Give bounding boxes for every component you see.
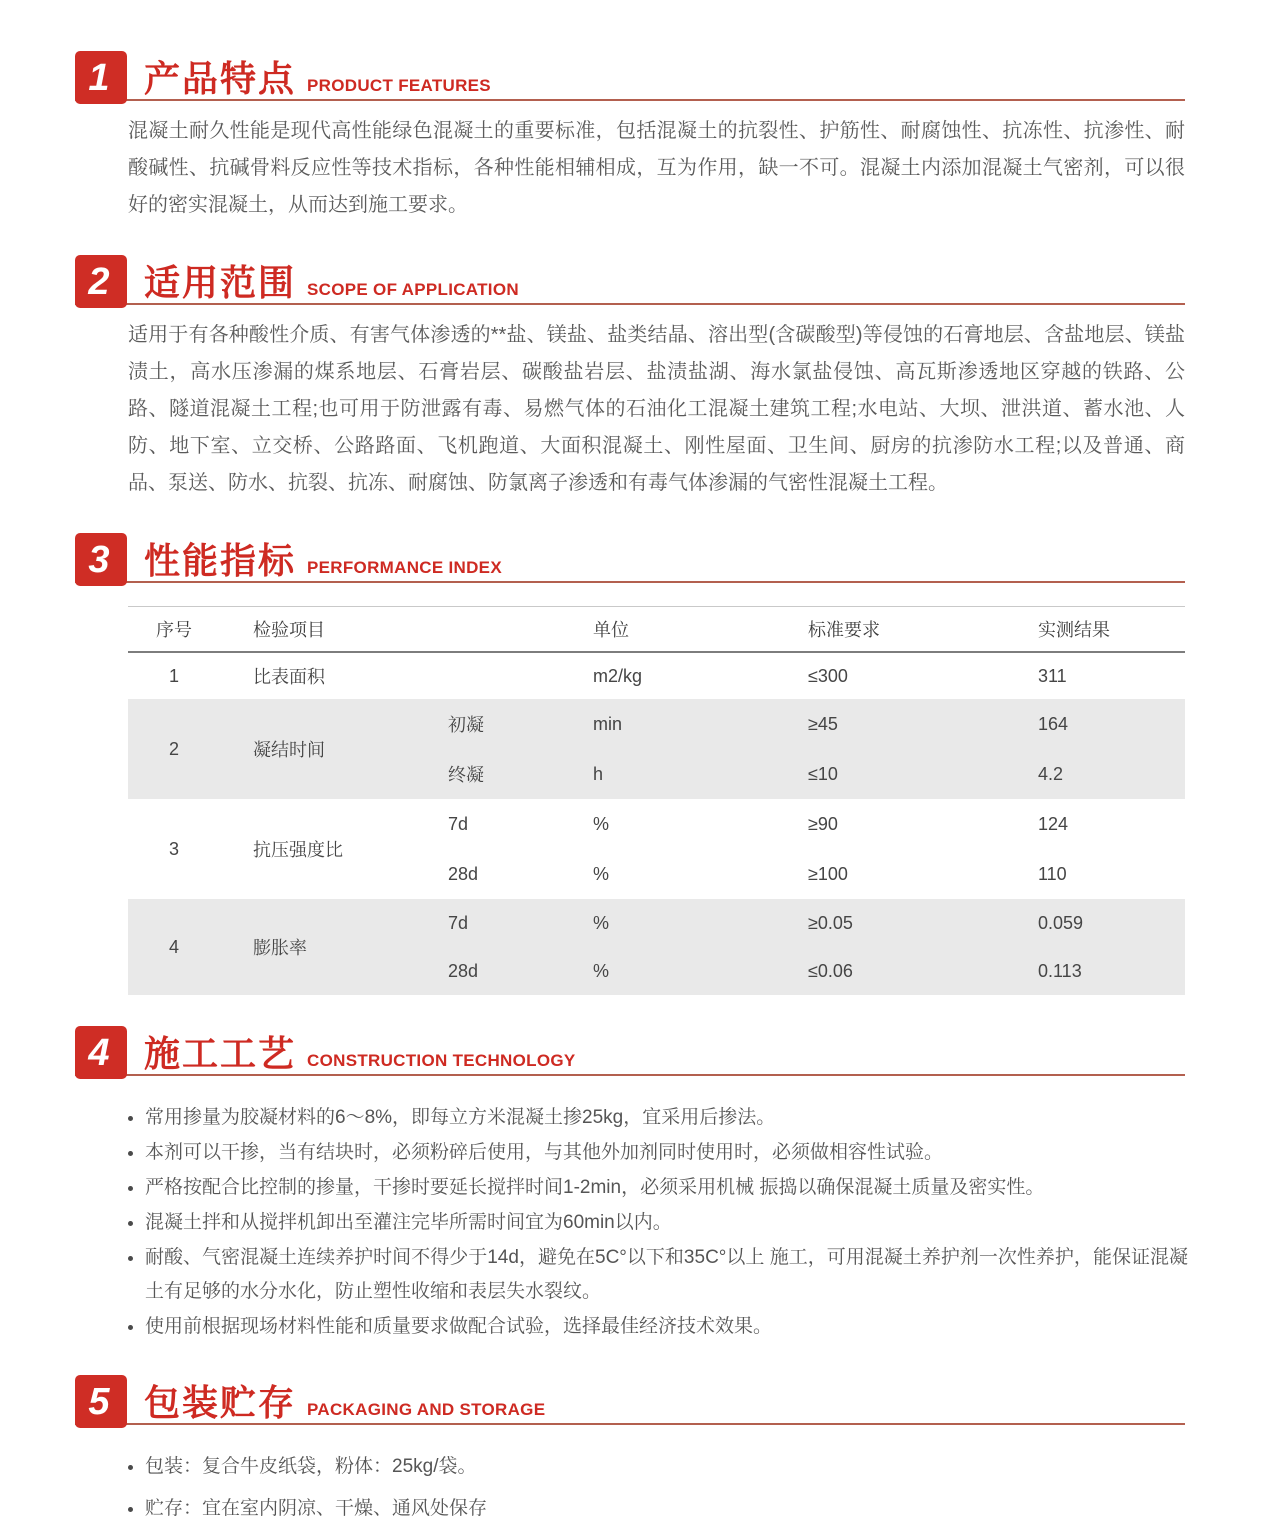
bullet-dot-icon: [128, 1325, 133, 1330]
section-number-badge: [75, 533, 127, 586]
column-header: 检验项目: [253, 620, 325, 640]
section-title-zh: 包装贮存: [144, 1382, 297, 1423]
list-item-text: 严格按配合比控制的掺量，干掺时要延长搅拌时间1-2min，必须采用机械 振捣以确保混凝土质量及密实性。: [145, 1177, 1045, 1198]
list-item-text: 本剂可以干掺，当有结块时，必须粉碎后使用，与其他外加剂同时使用时，必须做相容性试验。: [145, 1142, 944, 1163]
section-underline: [75, 99, 1185, 101]
section-number-badge: [75, 51, 127, 104]
table-row: [128, 899, 1185, 995]
sub-item-cell: 初凝: [448, 715, 484, 735]
list-item-text: 常用掺量为胶凝材料的6～8%，即每立方米混凝土掺25kg，宜采用后掺法。: [145, 1107, 776, 1128]
test-item-cell: 膨胀率: [253, 938, 307, 958]
requirement-cell: ≥90: [808, 813, 838, 834]
section-underline: [75, 303, 1185, 305]
section-product-features: [75, 46, 1185, 224]
performance-index-table: [128, 606, 1185, 995]
list-item-text: 混凝土拌和从搅拌机卸出至灌注完毕所需时间宜为60min以内。: [145, 1212, 672, 1233]
row-number-cell: 3: [168, 838, 179, 859]
section-number: 5: [88, 1380, 110, 1423]
row-number-cell: 2: [168, 738, 179, 759]
section-number-badge: [75, 255, 127, 308]
bullet-dot-icon: [128, 1221, 133, 1226]
section-title-en: CONSTRUCTION TECHNOLOGY: [307, 1051, 576, 1070]
section-title-en: SCOPE OF APPLICATION: [307, 280, 519, 299]
section-underline: [75, 1074, 1185, 1076]
requirement-cell: ≥0.05: [808, 912, 853, 933]
unit-cell: m2/kg: [593, 665, 643, 686]
sub-item-cell: [416, 653, 558, 699]
section-header: [75, 528, 1185, 584]
section-packaging-and-storage: [75, 1370, 1185, 1526]
test-item-cell: 抗压强度比: [253, 840, 343, 860]
section-number: 2: [88, 260, 110, 303]
section-title-en: PACKAGING AND STORAGE: [307, 1400, 546, 1419]
unit-cell: %: [593, 863, 610, 884]
column-header: 单位: [593, 620, 629, 640]
list-item: [128, 1450, 1188, 1484]
sub-item-cell: 终凝: [448, 765, 484, 785]
section-header: [75, 1370, 1185, 1426]
unit-cell: %: [593, 813, 610, 834]
result-cell: 4.2: [1038, 763, 1064, 784]
requirement-cell: ≤10: [808, 763, 838, 784]
list-item: [128, 1492, 1188, 1526]
result-cell: 164: [1038, 713, 1069, 734]
result-cell: 124: [1038, 813, 1069, 834]
test-item-cell: 比表面积: [253, 667, 325, 687]
list-item-text: 包装：复合牛皮纸袋，粉体：25kg/袋。: [145, 1456, 477, 1477]
sub-item-cell: 7d: [448, 912, 469, 933]
test-item-cell: 凝结时间: [253, 740, 325, 760]
table-row: [128, 799, 1185, 899]
table-row: [128, 699, 1185, 799]
section-underline: [75, 1423, 1185, 1425]
list-item: [128, 1171, 1188, 1205]
list-item: [128, 1206, 1188, 1240]
list-item: [128, 1241, 1188, 1309]
sub-item-cell: 7d: [448, 813, 469, 834]
packaging-bullet-list: [128, 1450, 1188, 1526]
list-item-text: 贮存：宜在室内阴凉、干燥、通风处保存: [145, 1498, 488, 1519]
section-title-zh: 施工工艺: [144, 1033, 297, 1074]
section-header: [75, 46, 1185, 102]
unit-cell: %: [593, 912, 610, 933]
unit-cell: h: [593, 763, 604, 784]
section-number: 1: [88, 56, 110, 99]
section-header: [75, 250, 1185, 306]
sub-item-cell: 28d: [448, 960, 479, 981]
bullet-dot-icon: [128, 1151, 133, 1156]
table-header-row: [128, 607, 1185, 653]
unit-cell: %: [593, 960, 610, 981]
section-number: 4: [88, 1031, 110, 1074]
requirement-cell: ≤0.06: [808, 960, 853, 981]
section-title-zh: 适用范围: [144, 262, 297, 303]
result-cell: 311: [1038, 665, 1067, 686]
section-construction-technology: [75, 1021, 1188, 1344]
result-cell: 0.059: [1038, 912, 1084, 933]
section-title-zh: 性能指标: [144, 540, 297, 581]
section-number: 3: [88, 538, 110, 581]
list-item-text: 使用前根据现场材料性能和质量要求做配合试验，选择最佳经济技术效果。: [145, 1316, 773, 1337]
table-row: [128, 653, 1185, 699]
requirement-cell: ≤300: [808, 665, 848, 686]
section-performance-index: [75, 528, 1185, 995]
bullet-dot-icon: [128, 1256, 133, 1261]
column-header: 标准要求: [808, 620, 880, 640]
section-number-badge: [75, 1375, 127, 1428]
list-item-text: 耐酸、气密混凝土连续养护时间不得少于14d，避免在5C°以下和35C°以上 施工，可用混凝土养护剂一次性养护，能保证混凝土有足够的水分水化，防止塑性收缩和表层失水裂纹。: [145, 1247, 1188, 1302]
unit-cell: min: [593, 713, 623, 734]
row-number-cell: 4: [168, 936, 179, 957]
scope-paragraph: 适用于有各种酸性介质、有害气体渗透的**盐、镁盐、盐类结晶、溶出型(含碳酸型)等侵蚀的石膏地层、含盐地层、镁盐渍土，高水压渗漏的煤系地层、石膏岩层、碳酸盐岩层、盐渍盐湖、海水氯盐侵蚀、高瓦斯渗透地区穿越的铁路、公路、隧道混凝土工程;也可用于防泄露有毒、易燃气体的石油化工混凝土建筑工程;水电站、大坝、泄洪道、蓄水池、人防、地下室、立交桥、公路路面、飞机跑道、大面积混凝土、刚性屋面、卫生间、厨房的抗渗防水工程;以及普通、商品、泵送、防水、抗裂、抗冻、耐腐蚀、防氯离子渗透和有毒气体渗漏的气密性混凝土工程。: [128, 324, 1185, 494]
result-cell: 110: [1038, 863, 1067, 884]
section-title-zh: 产品特点: [144, 58, 297, 99]
result-cell: 0.113: [1038, 960, 1082, 981]
column-header: 实测结果: [1038, 620, 1110, 640]
sub-item-cell: 28d: [448, 863, 479, 884]
list-item: [128, 1101, 1188, 1135]
section-title-en: PERFORMANCE INDEX: [307, 558, 502, 577]
requirement-cell: ≥100: [808, 863, 848, 884]
bullet-dot-icon: [128, 1507, 133, 1512]
section-number-badge: [75, 1026, 127, 1079]
section-scope-of-application: [75, 250, 1185, 502]
construction-bullet-list: [128, 1101, 1188, 1344]
bullet-dot-icon: [128, 1116, 133, 1121]
list-item: [128, 1310, 1188, 1344]
requirement-cell: ≥45: [808, 713, 838, 734]
row-number-cell: 1: [168, 665, 179, 686]
bullet-dot-icon: [128, 1186, 133, 1191]
section-header: [75, 1021, 1185, 1077]
section-underline: [75, 581, 1185, 583]
bullet-dot-icon: [128, 1465, 133, 1470]
product-features-paragraph: 混凝土耐久性能是现代高性能绿色混凝土的重要标准，包括混凝土的抗裂性、护筋性、耐腐蚀性、抗冻性、抗渗性、耐酸碱性、抗碱骨料反应性等技术指标，各种性能相辅相成，互为作用，缺一不可。混凝土内添加混凝土气密剂，可以很好的密实混凝土，从而达到施工要求。: [128, 120, 1185, 216]
column-header: 序号: [156, 620, 192, 640]
list-item: [128, 1136, 1188, 1170]
section-title-en: PRODUCT FEATURES: [307, 76, 491, 95]
